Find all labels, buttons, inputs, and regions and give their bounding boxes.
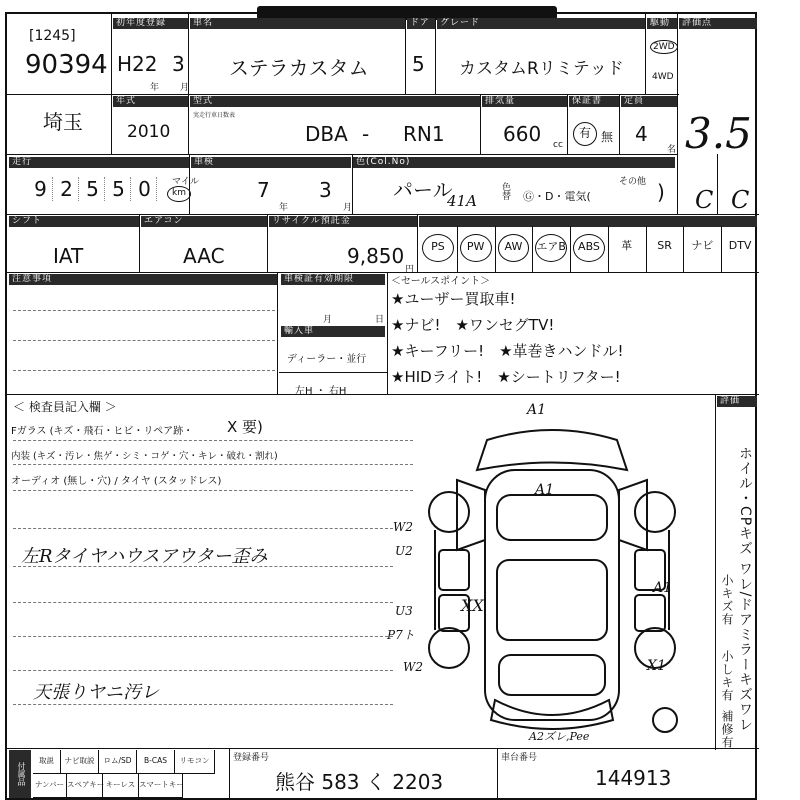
car-body-diagram xyxy=(407,400,697,740)
jisseki-note: 実走行車日数表 xyxy=(193,112,236,119)
equipment-item: AW xyxy=(498,234,530,262)
exterior-score: C xyxy=(731,186,750,214)
mark-top: A1 xyxy=(527,402,547,418)
grade-value: カスタムRリミテッド xyxy=(459,59,624,79)
header-mileage: 走行 xyxy=(9,157,189,168)
header-name: 車名 xyxy=(190,18,405,29)
interior-score: C xyxy=(695,186,714,214)
model-code: RN1 xyxy=(403,122,445,146)
mileage-digit: 5 xyxy=(81,177,105,201)
mark-left-front-lower: U2 xyxy=(395,544,413,558)
plate-header: 登録番号 xyxy=(233,753,270,763)
sale-point: ★HIDライト! ★シートリフター! xyxy=(391,368,621,386)
color-name: パール xyxy=(393,178,453,202)
accessories-label: 付属品 xyxy=(9,750,31,798)
sale-point: ★キーフリー! ★革巻きハンドル! xyxy=(391,342,624,360)
expiry-month: 月 xyxy=(323,315,333,325)
model-year-value: 2010 xyxy=(127,122,171,142)
equipment-divider xyxy=(608,226,609,272)
doors-value: 5 xyxy=(412,52,425,76)
equipment-row xyxy=(419,228,759,274)
equipment-item: PS xyxy=(422,234,454,262)
accessory-item: スマートキー xyxy=(139,774,183,798)
import-type: ディーラー・並行 xyxy=(287,354,367,365)
header-expiry: 車検証有効期限 xyxy=(281,274,385,285)
inspector-header: ＜ 検査員記入欄 ＞ xyxy=(13,400,117,414)
side-note-3: 小しキ有 xyxy=(720,650,734,702)
sale-point: ★ユーザー買取車! xyxy=(391,290,516,308)
header-inspection: 車検 xyxy=(191,157,351,168)
equipment-item: SR xyxy=(657,239,672,252)
header-model: 型式 xyxy=(190,96,480,107)
mileage-digit: 5 xyxy=(107,177,131,201)
warranty-yes: 有 xyxy=(573,122,597,146)
equipment-divider xyxy=(570,226,571,272)
inspection-month: 3 xyxy=(319,178,332,202)
equipment-divider xyxy=(457,226,458,272)
mark-left-rear-upper: U3 xyxy=(395,604,413,618)
mark-left-rear-lower: P7ト xyxy=(387,628,415,642)
inspection-year-unit: 年 xyxy=(279,203,289,213)
yen-unit: 円 xyxy=(405,265,415,275)
handle-side: 左H ・ 右H xyxy=(295,386,347,397)
audio-line: オーディオ (無し・穴) / タイヤ (スタッドレス) xyxy=(11,476,222,487)
equipment-divider xyxy=(646,226,647,272)
equipment-item: エアB xyxy=(535,234,567,262)
equipment-divider xyxy=(721,226,722,272)
handwritten-note-1: 左Rタイヤハウスアウター歪み xyxy=(21,546,268,567)
accessory-item: スペアキー xyxy=(67,774,103,798)
aircon-value: AAC xyxy=(183,244,225,268)
mark-hood: A1 xyxy=(535,482,555,498)
score-value: 3.5 xyxy=(685,109,752,158)
lot-code: [1245] xyxy=(29,28,76,44)
region-value: 埼玉 xyxy=(43,110,83,134)
frame-header: 車台番号 xyxy=(501,753,538,763)
plate-value: 熊谷 583 く 2203 xyxy=(275,770,444,794)
lot-number: 90394 xyxy=(25,50,108,80)
header-score: 評価点 xyxy=(679,18,757,29)
color-code: 41A xyxy=(447,192,477,210)
header-equipment xyxy=(419,216,757,227)
shift-value: IAT xyxy=(53,244,84,268)
fuel-other: その他 xyxy=(619,177,647,187)
mark-left-front-upper: W2 xyxy=(393,520,413,534)
sale-point: ★ナビ! ★ワンセグTV! xyxy=(391,316,555,334)
sale-points-header: ＜セールスポイント＞ xyxy=(391,276,491,287)
equipment-item: DTV xyxy=(728,239,752,252)
header-import: 輸入車 xyxy=(281,326,385,337)
header-body-eval: 評価 xyxy=(717,396,757,407)
mark-right-side: A1 xyxy=(653,580,673,596)
frame-value: 144913 xyxy=(595,766,672,790)
interior-line: 内装 (キズ・汚レ・焦ゲ・シミ・コゲ・穴・キレ・破れ・割れ) xyxy=(11,451,278,462)
mileage-digit: 2 xyxy=(55,177,79,201)
header-doors: ドア xyxy=(407,18,435,29)
glass-line: Fガラス (キズ・飛石・ヒビ・リペア跡・ xyxy=(11,426,194,437)
mileage-digit: 0 xyxy=(133,177,157,201)
displacement-value: 660 xyxy=(503,122,542,146)
model-prefix: DBA xyxy=(305,122,348,146)
accessory-item: リモコン xyxy=(175,750,215,774)
side-note-2: 小キズ有 xyxy=(720,574,734,626)
first-reg-month: 3 xyxy=(172,52,185,76)
drive-4wd: 4WD xyxy=(652,72,674,82)
mark-right-rear: X1 xyxy=(647,658,666,674)
header-color: 色(Col.No) xyxy=(353,157,675,168)
header-model-year: 年式 xyxy=(113,96,188,107)
accessory-item: ナンバー xyxy=(33,774,67,798)
car-name: ステラカスタム xyxy=(229,56,369,80)
mark-rear-note: A2ズレ,Pee xyxy=(529,730,590,743)
accessory-grid xyxy=(33,750,229,798)
equipment-item: ナビ xyxy=(691,239,714,252)
accessory-item: ロム/SD xyxy=(99,750,137,774)
accessory-item: ナビ取説 xyxy=(61,750,99,774)
mark-middle: XX xyxy=(461,596,484,615)
km-label: km xyxy=(167,186,191,202)
accessory-item: キーレス xyxy=(103,774,139,798)
mile-label: マイル xyxy=(172,177,199,187)
header-aircon: エアコン xyxy=(141,216,267,227)
mark-left-rear-wheel: W2 xyxy=(403,660,423,674)
header-grade: グレード xyxy=(437,18,645,29)
capacity-value: 4 xyxy=(635,122,648,146)
recycle-value: 9,850 xyxy=(347,244,405,268)
accessory-item: B-CAS xyxy=(137,750,175,774)
first-reg-year: H22 xyxy=(117,52,158,76)
capacity-unit: 名 xyxy=(667,145,677,155)
header-recycle: リサイクル預託金 xyxy=(269,216,417,227)
side-note-4: 補修有 xyxy=(720,710,734,749)
equipment-item: 革 xyxy=(621,239,633,252)
fuel-close: ) xyxy=(657,180,665,204)
header-shift: シフト xyxy=(9,216,139,227)
equipment-divider xyxy=(495,226,496,272)
header-warranty: 保証書 xyxy=(569,96,619,107)
inspection-month-unit: 月 xyxy=(343,203,353,213)
model-dash: - xyxy=(362,122,370,146)
header-notes: 注意事項 xyxy=(9,274,277,285)
mileage-digit: 9 xyxy=(29,177,53,201)
drive-2wd: 2WD xyxy=(650,40,678,54)
auction-sheet xyxy=(5,12,757,800)
equipment-item: ABS xyxy=(573,234,605,262)
equipment-divider xyxy=(683,226,684,272)
inspection-year: 7 xyxy=(257,178,270,202)
cc-unit: cc xyxy=(553,140,563,150)
header-capacity: 定員 xyxy=(621,96,677,107)
month-unit: 月 xyxy=(180,83,190,93)
equipment-divider xyxy=(532,226,533,272)
glass-mark: X 要) xyxy=(227,418,263,436)
color-change-label: 色替 xyxy=(500,182,510,200)
warranty-no: 無 xyxy=(601,130,614,144)
accessory-item: 取説 xyxy=(33,750,61,774)
header-year: 初年度登録 xyxy=(113,18,188,29)
header-drive: 駆動 xyxy=(647,18,677,29)
side-note-main: ホイル・CPキズ ワレ/ドアミラーキズワレ xyxy=(737,446,753,733)
header-displacement: 排気量 xyxy=(482,96,567,107)
expiry-day: 日 xyxy=(375,315,385,325)
year-unit: 年 xyxy=(150,83,160,93)
fuel-options: Ⓖ・D・電気( xyxy=(523,190,591,203)
handwritten-note-2: 天張りヤニ汚レ xyxy=(33,682,159,703)
equipment-item: PW xyxy=(460,234,492,262)
